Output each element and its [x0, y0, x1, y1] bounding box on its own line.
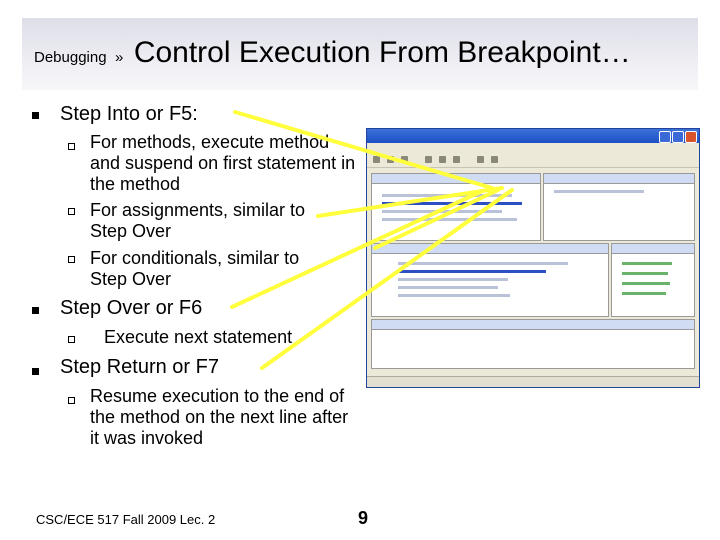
bullet-step-return: Step Return or F7 [60, 356, 219, 378]
sub-bullet-step-return: Resume execution to the end of the method on the next line after it was invoked [90, 386, 349, 448]
breadcrumb-separator: » [115, 49, 124, 66]
sub-bullet-step-over: Execute next statement [104, 327, 293, 347]
sub-bullet-step-into-methods: For methods, execute method and suspend on first statement in the method [90, 132, 356, 194]
bullet-step-into: Step Into or F5: [60, 103, 198, 125]
bullet-step-over: Step Over or F6 [60, 297, 203, 319]
pointer-line [235, 112, 492, 188]
breadcrumb: Debugging [34, 49, 107, 66]
pointer-line [262, 190, 512, 368]
footer-course: CSC/ECE 517 Fall 2009 Lec. 2 [36, 512, 216, 527]
sub-bullet-step-into-assignments: For assignments, similar to Step Over [90, 200, 306, 241]
page-title: Control Execution From Breakpoint… [133, 36, 631, 69]
sub-bullet-step-into-conditionals: For conditionals, similar to Step Over [90, 248, 300, 289]
page-number: 9 [358, 508, 369, 528]
